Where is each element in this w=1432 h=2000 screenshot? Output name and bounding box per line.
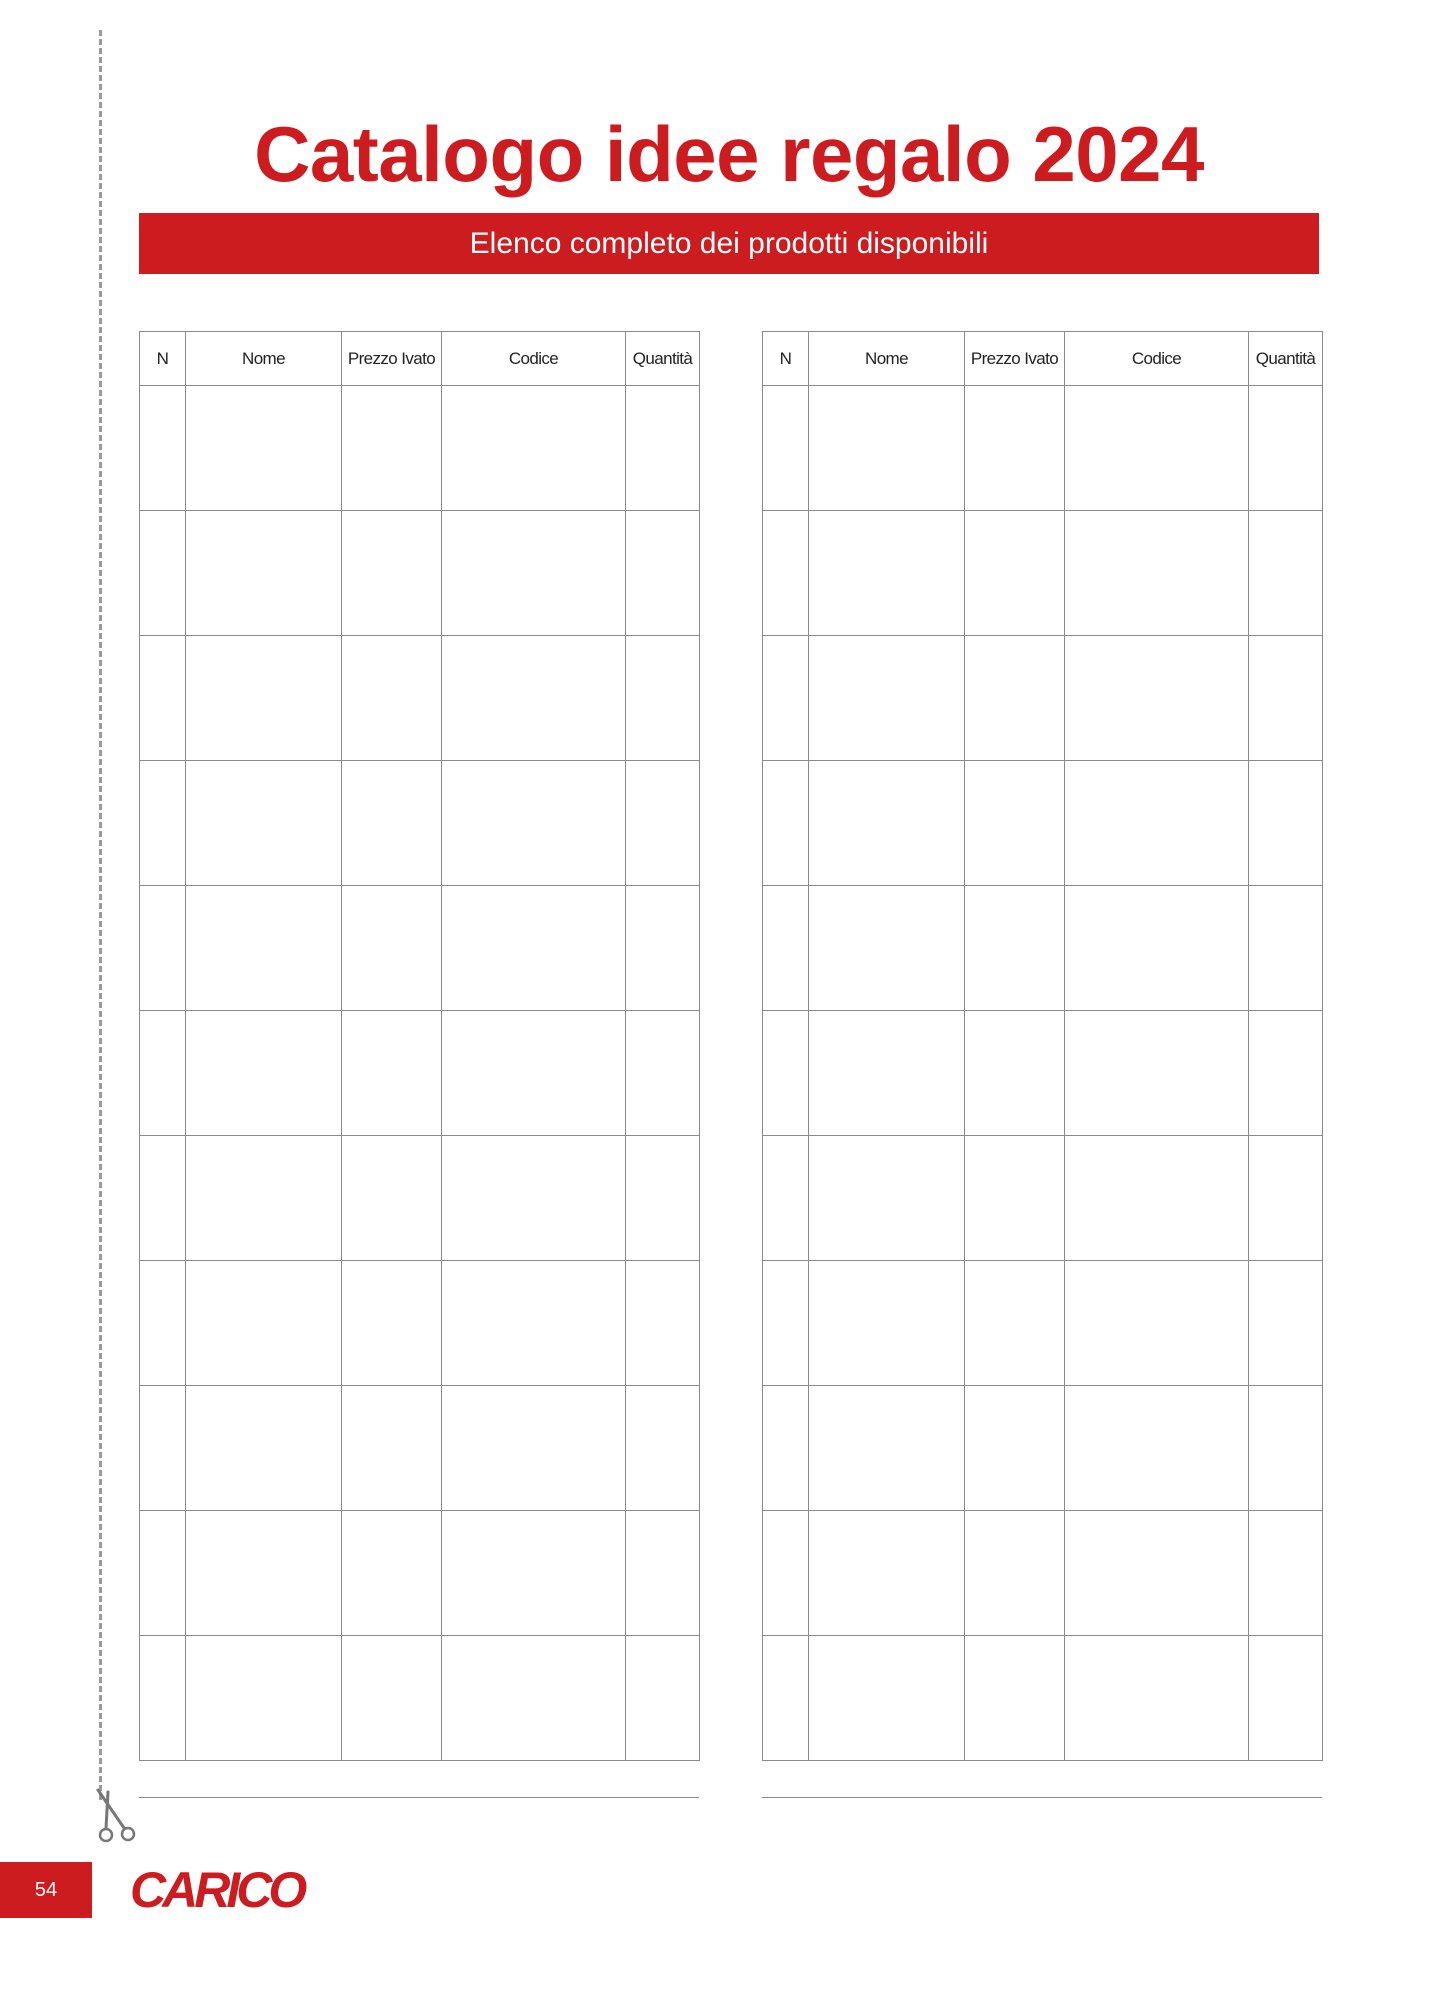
table-cell — [186, 386, 342, 511]
table-cell — [342, 761, 442, 886]
table-cell — [809, 636, 965, 761]
table-row — [140, 1511, 700, 1636]
table-row — [140, 761, 700, 886]
table-cell — [809, 1386, 965, 1511]
table-row — [763, 886, 1323, 1011]
table-cell — [809, 1636, 965, 1761]
table-row — [140, 386, 700, 511]
table-row — [140, 1136, 700, 1261]
table-cell — [965, 1261, 1065, 1386]
table-cell — [965, 1386, 1065, 1511]
table-cell — [965, 386, 1065, 511]
table-cell — [809, 511, 965, 636]
table-cell — [186, 761, 342, 886]
table-cell — [763, 1136, 809, 1261]
table-cell — [1249, 636, 1323, 761]
table-row — [763, 1136, 1323, 1261]
table-cell — [965, 761, 1065, 886]
table-cell — [1065, 1011, 1249, 1136]
table-cell — [1065, 761, 1249, 886]
cut-line — [99, 30, 102, 1800]
table-cell — [1065, 511, 1249, 636]
table-cell — [763, 1011, 809, 1136]
column-header-codice: Codice — [1065, 332, 1249, 386]
table-cell — [965, 511, 1065, 636]
column-header-nome: Nome — [186, 332, 342, 386]
table-cell — [763, 386, 809, 511]
column-header-codice: Codice — [442, 332, 626, 386]
table-row — [763, 1011, 1323, 1136]
table-cell — [186, 1261, 342, 1386]
table-cell — [965, 636, 1065, 761]
table-cell — [442, 886, 626, 1011]
table-cell — [965, 886, 1065, 1011]
table-cell — [442, 511, 626, 636]
table-cell — [626, 1511, 700, 1636]
table-cell — [1249, 511, 1323, 636]
table-cell — [626, 1011, 700, 1136]
table-row — [763, 1261, 1323, 1386]
column-header-quantita: Quantità — [1249, 332, 1323, 386]
table-cell — [442, 1511, 626, 1636]
table-row — [140, 1011, 700, 1136]
table-cell — [342, 511, 442, 636]
table-cell — [442, 636, 626, 761]
table-cell — [342, 1261, 442, 1386]
table-row — [140, 1386, 700, 1511]
table-cell — [342, 1636, 442, 1761]
column-header-n: N — [763, 332, 809, 386]
table-cell — [763, 761, 809, 886]
table-cell — [1249, 1511, 1323, 1636]
table-cell — [763, 1261, 809, 1386]
table-cell — [626, 386, 700, 511]
table-header-row — [763, 332, 1323, 386]
column-header-quantita: Quantità — [626, 332, 700, 386]
scissors-icon — [94, 1788, 144, 1844]
table-cell — [442, 1636, 626, 1761]
table-cell — [1065, 1511, 1249, 1636]
table-cell — [809, 1261, 965, 1386]
table-cell — [965, 1636, 1065, 1761]
order-table-right — [762, 331, 1323, 1761]
table-cell — [186, 886, 342, 1011]
table-cell — [809, 1011, 965, 1136]
table-cell — [140, 1386, 186, 1511]
table-cell — [342, 386, 442, 511]
table-cell — [809, 386, 965, 511]
table-cell — [140, 761, 186, 886]
table-cell — [809, 886, 965, 1011]
table-row — [763, 636, 1323, 761]
table-row — [140, 1261, 700, 1386]
table-cell — [1065, 1261, 1249, 1386]
table-cell — [140, 1636, 186, 1761]
table-cell — [809, 1511, 965, 1636]
table-cell — [1249, 886, 1323, 1011]
table-cell — [809, 761, 965, 886]
table-cell — [763, 636, 809, 761]
table-cell — [140, 636, 186, 761]
table-cell — [809, 1136, 965, 1261]
table-cell — [1249, 761, 1323, 886]
table-cell — [626, 511, 700, 636]
table-cell — [965, 1011, 1065, 1136]
table-row — [140, 636, 700, 761]
table-cell — [626, 1636, 700, 1761]
table-cell — [626, 1136, 700, 1261]
table-cell — [186, 1636, 342, 1761]
column-header-n: N — [140, 332, 186, 386]
table-cell — [763, 886, 809, 1011]
table-cell — [342, 1386, 442, 1511]
table-cell — [140, 511, 186, 636]
table-cell — [442, 1386, 626, 1511]
table-cell — [1065, 886, 1249, 1011]
table-cell — [140, 1261, 186, 1386]
table-cell — [1249, 1386, 1323, 1511]
subtitle-banner: Elenco completo dei prodotti disponibili — [139, 213, 1319, 274]
order-table-left — [139, 331, 700, 1761]
table-cell — [186, 1511, 342, 1636]
carico-logo: CARICO — [130, 1862, 304, 1918]
table-cell — [342, 1011, 442, 1136]
table-row — [763, 386, 1323, 511]
table-cell — [763, 511, 809, 636]
signature-line-left — [139, 1797, 699, 1798]
table-cell — [626, 886, 700, 1011]
table-cell — [442, 1011, 626, 1136]
table-cell — [763, 1511, 809, 1636]
table-cell — [442, 761, 626, 886]
table-cell — [186, 1011, 342, 1136]
table-row — [763, 1386, 1323, 1511]
page-number: 54 — [0, 1862, 92, 1918]
table-cell — [140, 1511, 186, 1636]
table-cell — [342, 886, 442, 1011]
table-cell — [186, 1136, 342, 1261]
table-cell — [140, 1136, 186, 1261]
table-cell — [186, 636, 342, 761]
table-cell — [626, 1386, 700, 1511]
table-row — [140, 886, 700, 1011]
table-cell — [442, 1136, 626, 1261]
table-cell — [1249, 1261, 1323, 1386]
table-cell — [442, 1261, 626, 1386]
table-cell — [1065, 386, 1249, 511]
table-cell — [140, 1011, 186, 1136]
table-cell — [342, 1136, 442, 1261]
table-cell — [140, 386, 186, 511]
table-row — [140, 511, 700, 636]
column-header-nome: Nome — [809, 332, 965, 386]
table-cell — [342, 1511, 442, 1636]
table-cell — [342, 636, 442, 761]
table-cell — [626, 636, 700, 761]
column-header-prezzo-ivato: Prezzo Ivato — [965, 332, 1065, 386]
signature-line-right — [762, 1797, 1322, 1798]
table-cell — [1249, 1636, 1323, 1761]
table-cell — [1249, 386, 1323, 511]
table-cell — [1065, 1386, 1249, 1511]
table-cell — [763, 1636, 809, 1761]
table-row — [763, 761, 1323, 886]
table-cell — [965, 1511, 1065, 1636]
table-cell — [626, 761, 700, 886]
table-cell — [140, 886, 186, 1011]
table-cell — [1065, 1136, 1249, 1261]
table-row — [140, 1636, 700, 1761]
table-row — [763, 1636, 1323, 1761]
table-row — [763, 1511, 1323, 1636]
table-cell — [626, 1261, 700, 1386]
column-header-prezzo-ivato: Prezzo Ivato — [342, 332, 442, 386]
table-cell — [1249, 1136, 1323, 1261]
table-cell — [1065, 636, 1249, 761]
table-cell — [763, 1386, 809, 1511]
table-cell — [1249, 1011, 1323, 1136]
table-cell — [186, 1386, 342, 1511]
table-cell — [1065, 1636, 1249, 1761]
table-cell — [442, 386, 626, 511]
table-header-row — [140, 332, 700, 386]
table-row — [763, 511, 1323, 636]
table-cell — [965, 1136, 1065, 1261]
table-cell — [186, 511, 342, 636]
page-title: Catalogo idee regalo 2024 — [254, 110, 1204, 198]
